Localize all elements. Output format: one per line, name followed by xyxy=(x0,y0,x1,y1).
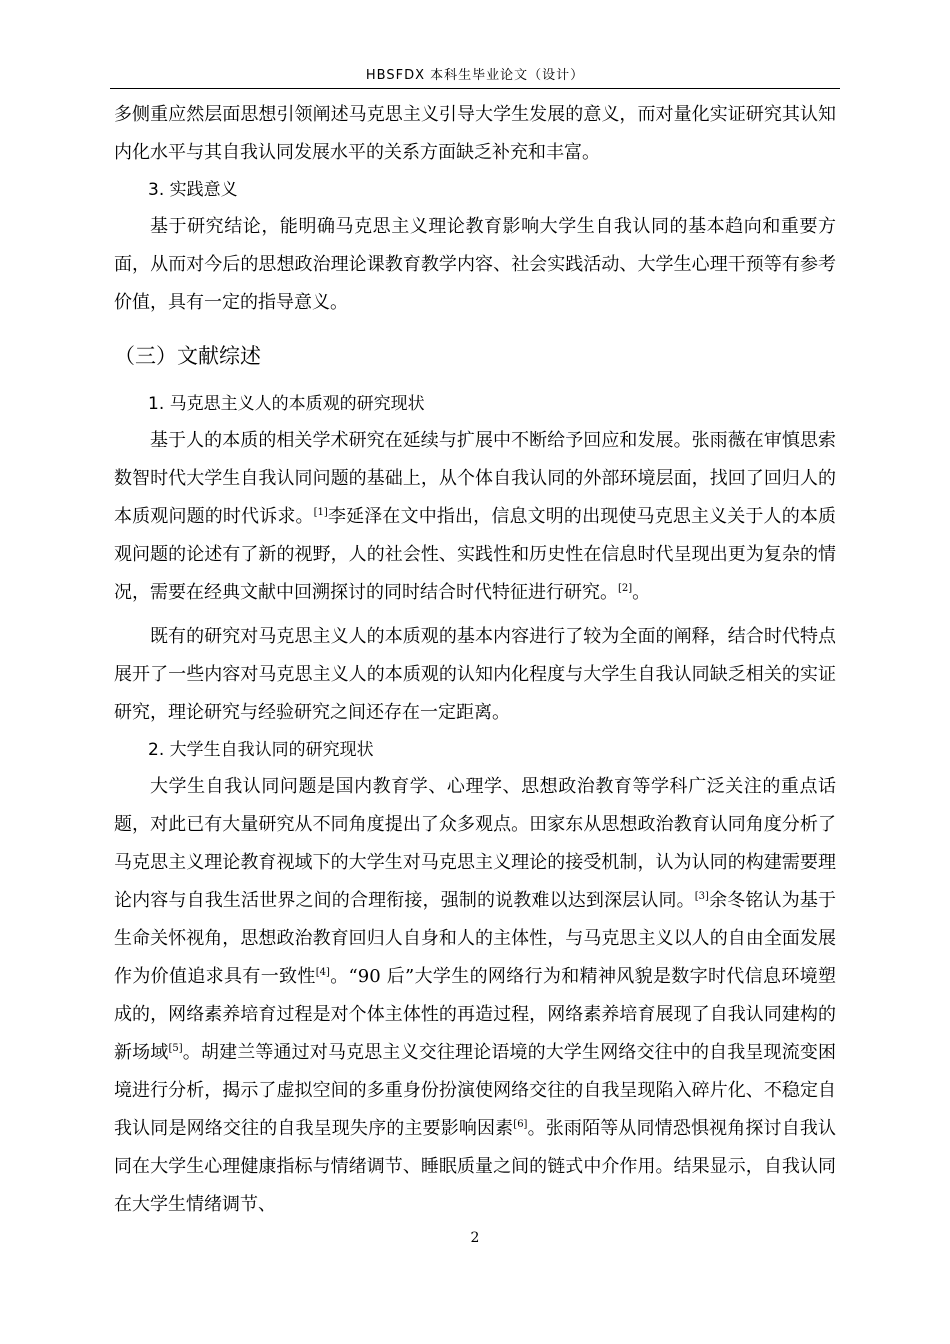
heading-practical-significance: 3. 实践意义 xyxy=(148,180,238,200)
paragraph-self-identity-research xyxy=(114,768,836,1224)
paragraph-practical-significance: 基于研究结论，能明确马克思主义理论教育影响大学生自我认同的基本趋向和重要方面，从而对今后的思想政治理论课教育教学内容、社会实践活动、大学生心理干预等有参考价值，具有一定的指导意义。 xyxy=(114,216,836,313)
page-header xyxy=(110,64,840,89)
heading-literature-review: （三）文献综述 xyxy=(114,344,261,368)
citation-ref: [3] xyxy=(694,891,709,902)
header-title: HBSFDX 本科生毕业论文（设计） xyxy=(365,68,585,83)
heading-self-identity-review: 2. 大学生自我认同的研究现状 xyxy=(148,740,374,760)
page-content xyxy=(114,96,836,1224)
text-segment: 。胡建兰等通过对马克思主义交往理论语境的大学生网络交往中的自我呈现流变困境进行分析，揭示了虚拟空间的多重身份扮演使网络交往的自我呈现陷入碎片化、不稳定自我认同是网络交往的自我呈现失序的主要影响因素 xyxy=(114,1042,837,1139)
paragraph-continuation: 多侧重应然层面思想引领阐述马克思主义引导大学生发展的意义，而对量化实证研究其认知内化水平与其自我认同发展水平的关系方面缺乏补充和丰富。 xyxy=(114,104,836,163)
page-footer xyxy=(0,1230,950,1246)
text-segment: 。张雨陌等从同情恐惧视角探讨自我认同在大学生心理健康指标与情绪调节、睡眠质量之间的链式中介作用。结果显示，自我认同在大学生情绪调节、 xyxy=(114,1118,837,1215)
citation-ref: [1] xyxy=(313,507,328,518)
text-segment: 李延泽在文中指出，信息文明的出现使马克思主义关于人的本质观问题的论述有了新的视野，人的社会性、实践性和历史性在信息时代呈现出更为复杂的情况，需要在经典文献中回溯探讨的同时结合时代特征进行研究。 xyxy=(114,506,837,603)
citation-ref: [2] xyxy=(618,583,633,594)
citation-ref: [6] xyxy=(513,1119,528,1130)
text-segment: 基于人的本质的相关学术研究在延续与扩展中不断给予回应和发展。张雨薇在审慎思索数智时代大学生自我认同问题的基础上，从个体自我认同的外部环境层面，找回了回归人的本质观问题的时代诉求。 xyxy=(114,430,836,527)
citation-ref: [5] xyxy=(168,1043,183,1054)
page-number: 2 xyxy=(470,1230,480,1246)
paragraph-human-nature-research xyxy=(114,422,836,612)
text-segment: 余冬铭认为基于生命关怀视角，思想政治教育回归人自身和人的主体性，与马克思主义以人的自由全面发展作为价值追求具有一致性 xyxy=(114,890,836,987)
text-segment: 。 xyxy=(632,582,651,603)
text-segment: 。“90 后”大学生的网络行为和精神风貌是数字时代信息环境塑成的，网络素养培育过程是对个体主体性的再造过程，网络素养培育展现了自我认同建构的新场域 xyxy=(114,966,836,1063)
heading-human-nature-review: 1. 马克思主义人的本质观的研究现状 xyxy=(148,394,425,414)
paragraph-human-nature-summary: 既有的研究对马克思主义人的本质观的基本内容进行了较为全面的阐释，结合时代特点展开了一些内容对马克思主义人的本质观的认知内化程度与大学生自我认同缺乏相关的实证研究，理论研究与经验研究之间还存在一定距离。 xyxy=(114,626,836,723)
text-segment: 大学生自我认同问题是国内教育学、心理学、思想政治教育等学科广泛关注的重点话题，对此已有大量研究从不同角度提出了众多观点。田家东从思想政治教育认同角度分析了马克思主义理论教育视域下的大学生对马克思主义理论的接受机制，认为认同的构建需要理论内容与自我生活世界之间的合理衔接，强制的说教难以达到深层认同。 xyxy=(114,776,836,911)
citation-ref: [4] xyxy=(315,967,330,978)
